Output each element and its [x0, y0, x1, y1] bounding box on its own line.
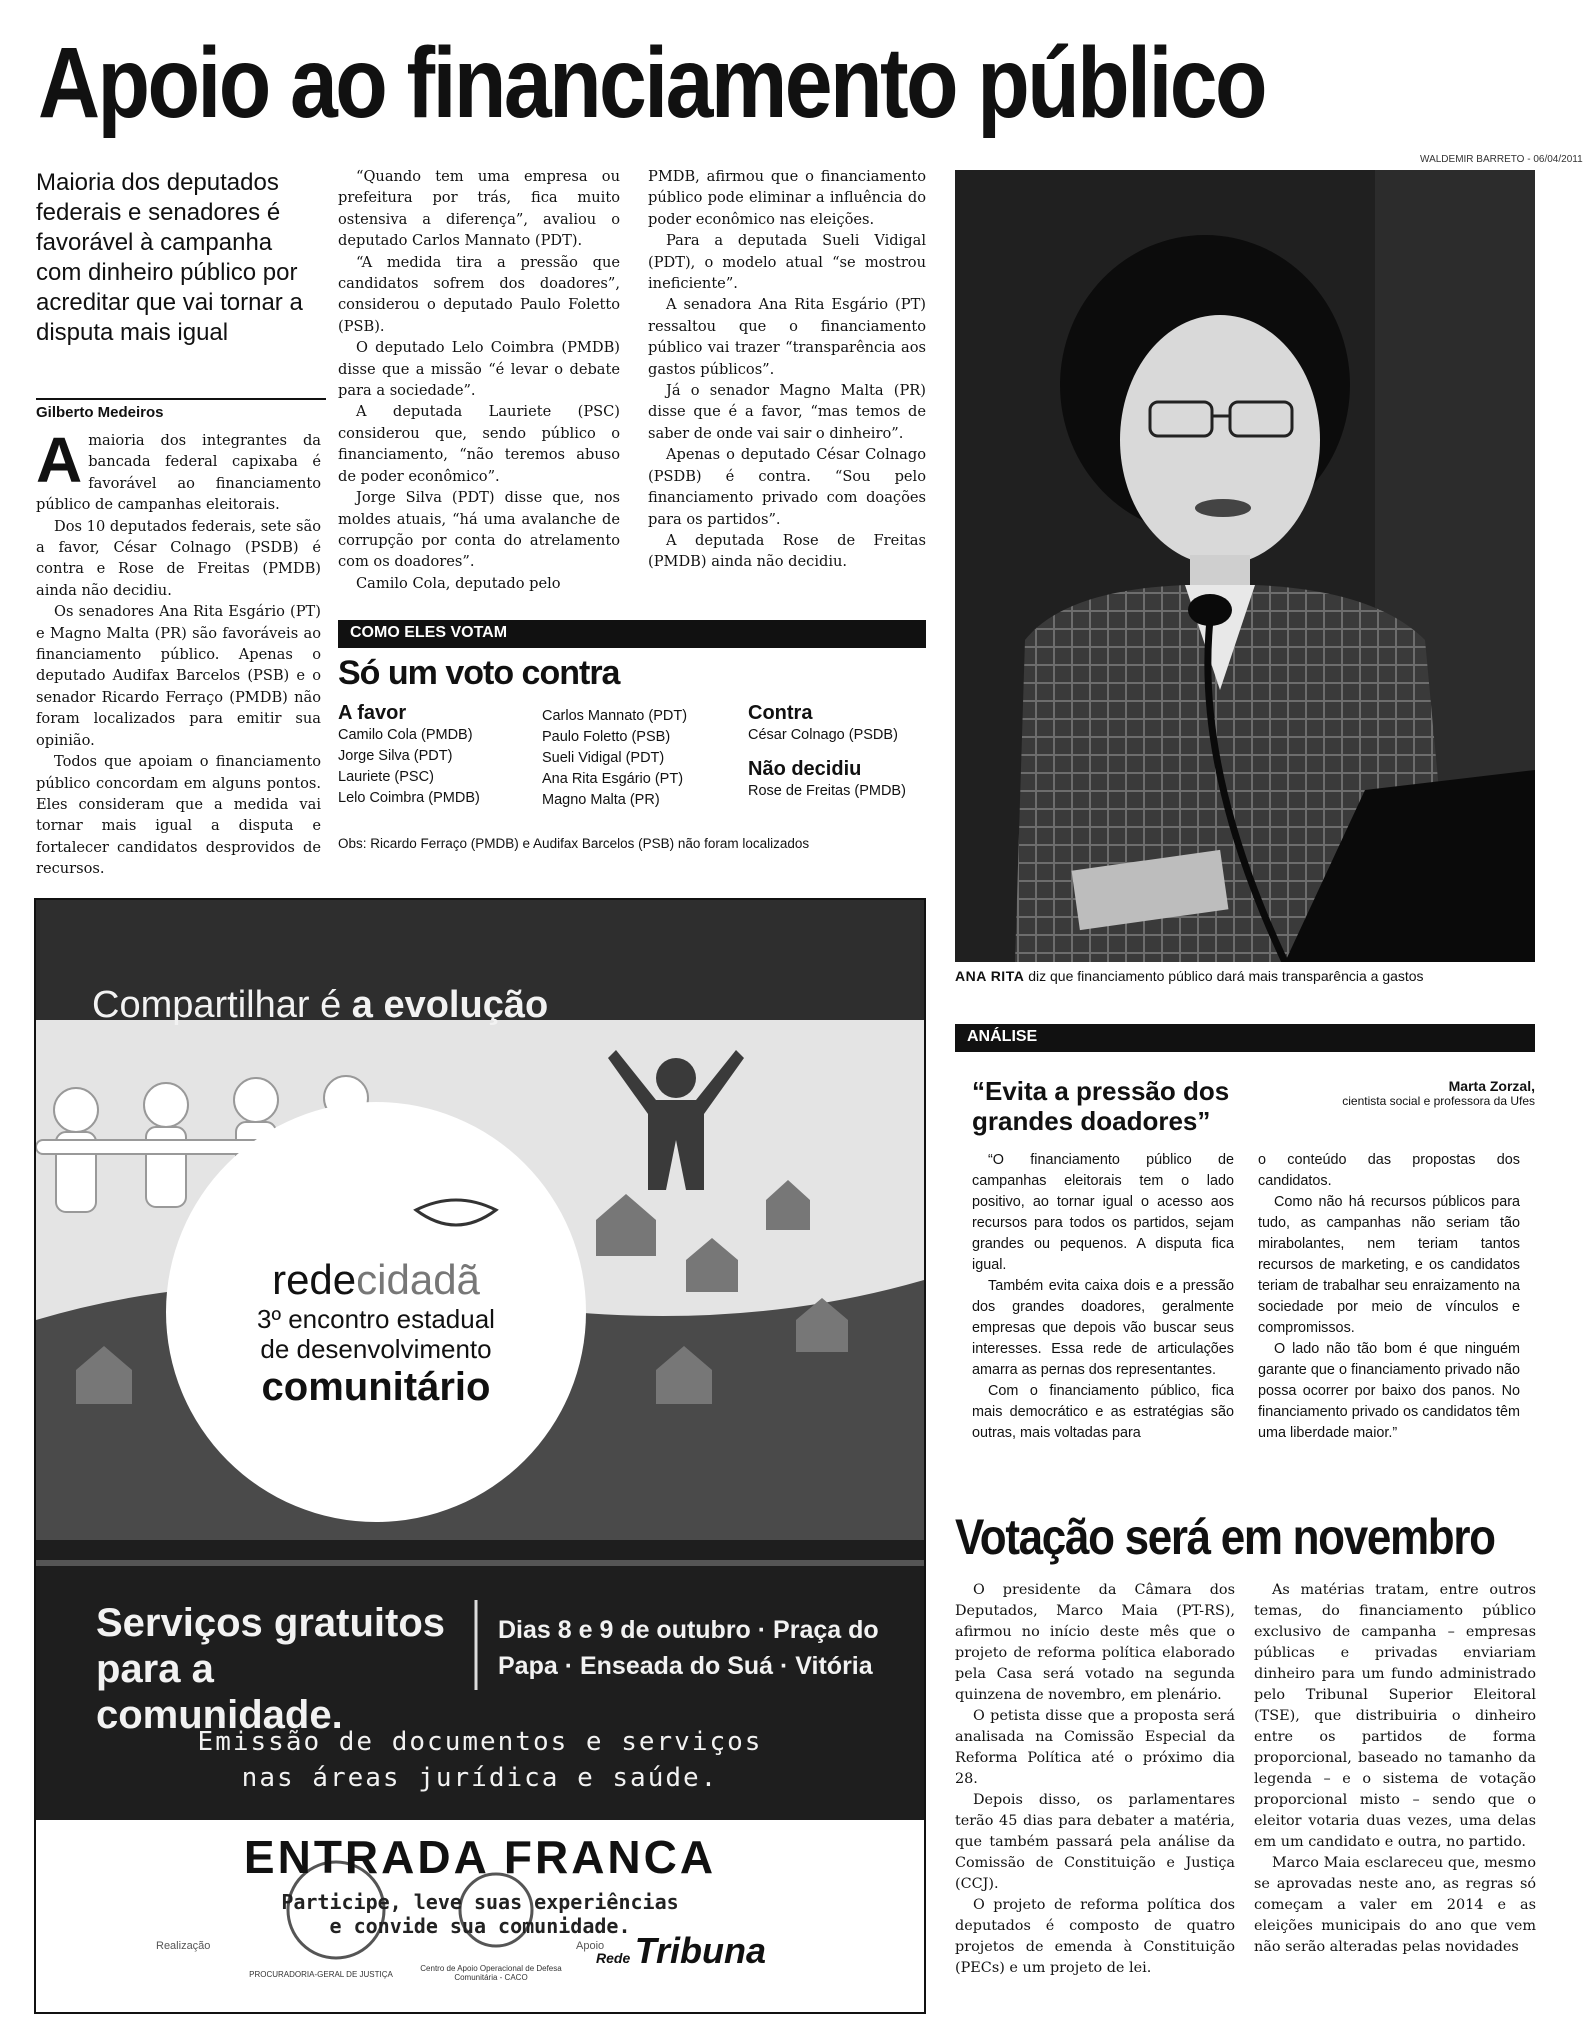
- ad-dates: [498, 1612, 918, 1684]
- services-line-2: para a comunidade.: [96, 1647, 343, 1737]
- emissao-line-1: Emissão de documentos e serviços: [197, 1727, 763, 1757]
- article-column-1: [36, 424, 321, 880]
- page-headline: Apoio ao financiamento público: [38, 27, 1265, 139]
- paragraph: A deputada Rose de Freitas (PMDB) ainda não decidiu.: [648, 531, 926, 571]
- list-item: Ana Rita Esgário (PT): [542, 771, 684, 787]
- dates-line-1: Dias 8 e 9 de outubro · Praça do: [498, 1616, 879, 1644]
- ad-participe: [36, 1890, 924, 1938]
- ad-apoio-label: Apoio: [576, 1940, 605, 1952]
- paragraph: Todos que apoiam o financiamento público concordam em alguns pontos. Eles consideram que a medida vai tornar mais igual a disputa e fortalecer candidatos desprovidos de recursos.: [36, 753, 321, 878]
- logo-wordmark: [176, 1256, 576, 1304]
- paragraph: maioria dos integrantes da bancada federal capixaba é favorável ao financiamento público de campanhas eleitorais.: [36, 432, 321, 514]
- paragraph: Depois disso, os parlamentares terão 45 dias para debater a matéria, que também passará pela análise da Comissão de Constituição e Justiça (CCJ).: [955, 1792, 1235, 1892]
- paragraph: Como não há recursos públicos para tudo, as campanhas não seriam tão mirabolantes, nem teriam tantos recursos de marketing, e os candidatos teriam de trabalhar seu enraizamento na sociedade por meio de vínculos e compromissos.: [1258, 1194, 1520, 1336]
- vote-box-label: COMO ELES VOTAM: [338, 620, 926, 648]
- list-item: Sueli Vidigal (PDT): [542, 750, 665, 766]
- votacao-column-2: [1254, 1580, 1536, 1958]
- paragraph: Para a deputada Sueli Vidigal (PDT), o modelo atual “se mostrou ineficiente”.: [648, 232, 926, 293]
- paragraph: Também evita caixa dois e a pressão dos grandes doadores, geralmente empresas que depois vão buscar seus interesses. Essa rede de articulações amarra as pernas dos representantes.: [972, 1278, 1234, 1378]
- logo-rede: rede: [272, 1256, 357, 1303]
- undecided-heading: Não decidiu: [748, 758, 862, 780]
- advertisement: [34, 898, 926, 2014]
- logo-cidada: cidadã: [356, 1256, 480, 1303]
- votacao-headline: Votação será em novembro: [955, 1509, 1495, 1565]
- event-line-1: 3º encontro estadual: [257, 1304, 495, 1334]
- ad-tagline: [92, 984, 548, 1027]
- paragraph: o conteúdo das propostas dos candidatos.: [1258, 1152, 1520, 1189]
- sponsor-caco: Centro de Apoio Operacional de Defesa Comunitária - CACO: [420, 1964, 562, 1982]
- paragraph: Marco Maia esclareceu que, mesmo se aprovadas neste ano, as regras só começam a valer em 2014 e as eleições municipais do ano que vem não serão alteradas pelas novidades: [1254, 1855, 1536, 1955]
- emissao-line-2: nas áreas jurídica e saúde.: [241, 1763, 719, 1793]
- paragraph: Com o financiamento público, fica mais democrático e as estratégias são outras, mais voltadas para: [972, 1383, 1234, 1441]
- analysis-label: ANÁLISE: [955, 1024, 1535, 1052]
- sponsor-procuradoria: PROCURADORIA-GERAL DE JUSTIÇA: [249, 1970, 393, 1979]
- sponsor-rede-tribuna: [596, 1930, 766, 1972]
- ad-emissao: [36, 1724, 924, 1796]
- paragraph: O deputado Lelo Coimbra (PMDB) disse que a missão “é levar o debate para a sociedade”.: [338, 339, 620, 400]
- favor-heading: A favor: [338, 702, 407, 724]
- ad-entrada-franca: ENTRADA FRANCA: [243, 1831, 717, 1883]
- list-item: Carlos Mannato (PDT): [542, 708, 688, 724]
- participe-line-1: Participe, leve suas experiências: [281, 1890, 679, 1914]
- vote-box-note: Obs: Ricardo Ferraço (PMDB) e Audifax Barcelos (PSB) não foram localizados: [338, 836, 810, 851]
- speaker-photo-illustration: [955, 170, 1535, 962]
- favor-list-b: [542, 706, 732, 811]
- paragraph: As matérias tratam, entre outros temas, do financiamento público exclusivo de campanha – empresas públicas e privadas enviariam dinheiro para um fundo administrado pelo Tribunal Superior Eleitoral (TSE), que distribuiria o dinheiro entre os partidos de forma proporcional, baseado no tamanho da legenda – e o sistema de votação proporcional misto – sendo que o eleitor votaria duas vezes, uma delas em um candidato e outra, no partido.: [1254, 1582, 1536, 1850]
- ad-tagline-a: Compartilhar é: [92, 984, 352, 1026]
- rede-tribuna-b: Tribuna: [634, 1930, 767, 1971]
- list-item: César Colnago (PSDB): [748, 727, 898, 743]
- ad-services: [96, 1600, 466, 1738]
- list-item: Rose de Freitas (PMDB): [748, 783, 906, 799]
- paragraph: O presidente da Câmara dos Deputados, Marco Maia (PT-RS), afirmou no início deste mês que o projeto de reforma política elaborado pela Casa será votado na segunda quinzena de novembro, em plenário.: [955, 1582, 1235, 1703]
- event-line-2: de desenvolvimento: [260, 1334, 492, 1364]
- paragraph: A senadora Ana Rita Esgário (PT) ressaltou que o financiamento público vai trazer “transparência aos gastos públicos”.: [648, 296, 926, 378]
- contra-heading: Contra: [748, 702, 813, 724]
- photo-ana-rita: [955, 170, 1535, 962]
- rede-tribuna-a: Rede: [596, 1950, 631, 1966]
- ad-logo: [176, 1256, 576, 1410]
- list-item: Lelo Coimbra (PMDB): [338, 790, 480, 806]
- ad-tagline-b: a evolução: [351, 984, 549, 1026]
- event-line-3: comunitário: [261, 1365, 491, 1409]
- caption-name: ANA RITA: [955, 968, 1025, 984]
- analysis-column-2: [1258, 1150, 1520, 1444]
- vote-box-title: Só um voto contra: [338, 654, 620, 692]
- caption-text: diz que financiamento público dará mais transparência a gastos: [1028, 968, 1424, 984]
- author-name: Marta Zorzal,: [1448, 1078, 1535, 1094]
- author-role: cientista social e professora da Ufes: [1342, 1094, 1535, 1108]
- list-item: Camilo Cola (PMDB): [338, 727, 473, 743]
- list-item: Jorge Silva (PDT): [338, 748, 453, 764]
- byline: Gilberto Medeiros: [36, 398, 326, 421]
- ad-realizacao-label: Realização: [156, 1940, 211, 1952]
- list-item: Lauriete (PSC): [338, 769, 434, 785]
- vote-box: [338, 620, 926, 860]
- favor-list-a: [338, 725, 538, 809]
- analysis-quote: “Evita a pressão dos grandes doadores”: [972, 1076, 1230, 1136]
- paragraph: Apenas o deputado César Colnago (PSDB) é contra. “Sou pelo financiamento privado com doações para os partidos”.: [648, 446, 926, 528]
- votacao-column-1: [955, 1580, 1235, 1979]
- contra-group: [748, 702, 928, 802]
- paragraph: O projeto de reforma política dos deputados é composto de quatro projetos de emenda à Constituição (PECs) e um projeto de lei.: [955, 1897, 1235, 1976]
- article-column-3: [648, 166, 926, 573]
- paragraph: “Quando tem uma empresa ou prefeitura por trás, fica muito ostensiva a diferença”, avaliou o deputado Carlos Mannato (PDT).: [338, 168, 620, 250]
- list-item: Magno Malta (PR): [542, 792, 660, 808]
- favor-group: [338, 702, 538, 809]
- analysis-author: [1260, 1078, 1535, 1108]
- paragraph: Dos 10 deputados federais, sete são a favor, César Colnago (PSDB) é contra e Rose de Freitas (PMDB) ainda não decidiu.: [36, 517, 321, 599]
- list-item: Paulo Foletto (PSB): [542, 729, 671, 745]
- photo-credit: WALDEMIR BARRETO - 06/04/2011: [1420, 154, 1583, 165]
- paragraph: Já o senador Magno Malta (PR) disse que é a favor, “mas temos de saber de onde vai sair o dinheiro”.: [648, 382, 926, 442]
- paragraph: O lado não tão bom é que ninguém garante que o financiamento privado não possa ocorrer por baixo dos panos. No financiamento privado os candidatos têm uma liberdade maior.”: [1258, 1341, 1520, 1441]
- paragraph: O petista disse que a proposta será analisada na Comissão Especial da Reforma Política até o próximo dia 28.: [955, 1708, 1235, 1787]
- paragraph: Jorge Silva (PDT) disse que, nos moldes atuais, “há uma avalanche de corrupção por conta do atrelamento com os doadores”.: [338, 489, 620, 571]
- article-column-2: [338, 166, 620, 594]
- paragraph: Camilo Cola, deputado pelo: [356, 574, 561, 592]
- participe-line-2: e convide sua comunidade.: [329, 1914, 631, 1938]
- paragraph: “A medida tira a pressão que candidatos sofrem dos doadores”, considerou o deputado Paulo Foletto (PSB).: [338, 253, 620, 335]
- analysis-column-1: [972, 1150, 1234, 1444]
- paragraph: A deputada Lauriete (PSC) considerou que, sendo público o financiamento, “não teremos abuso de poder econômico”.: [338, 403, 620, 485]
- photo-caption: [955, 968, 1535, 984]
- dates-line-2: Papa · Enseada do Suá · Vitória: [498, 1652, 873, 1680]
- services-line-1: Serviços gratuitos: [96, 1601, 446, 1645]
- drop-cap: A: [36, 424, 83, 496]
- paragraph: PMDB, afirmou que o financiamento público pode eliminar a influência do poder econômico nas eleições.: [648, 168, 926, 228]
- paragraph: Os senadores Ana Rita Esgário (PT) e Magno Malta (PR) são favoráveis ao financiamento público. Apenas o deputado Audifax Barcelos (PSB) e o senador Ricardo Ferraço (PMDB) não foram localizados para emitir sua opinião.: [36, 603, 321, 749]
- article-deck: Maioria dos deputados federais e senadores é favorável à campanha com dinheiro público por acreditar que vai tornar a disputa mais igual: [36, 169, 303, 346]
- paragraph: “O financiamento público de campanhas eleitorais tem o lado positivo, ao tornar igual o acesso aos recursos para todos os partidos, sejam grandes ou pequenos. A disputa fica igual.: [972, 1152, 1234, 1273]
